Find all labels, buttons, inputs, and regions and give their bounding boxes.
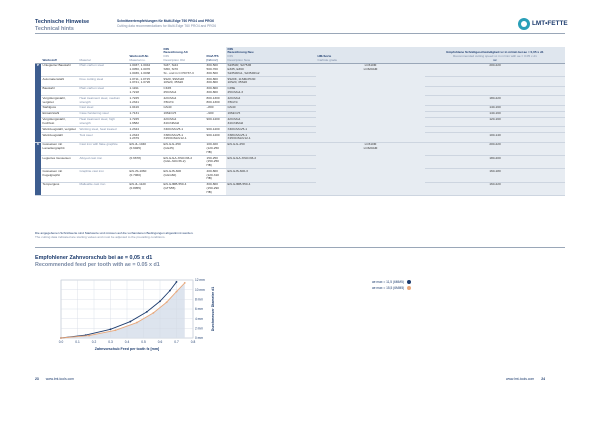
table-header-row [35, 47, 565, 63]
cell-rm: 800-1300 800-1300 [205, 96, 226, 106]
cell-werkstoff: Unlegierter Baustahl [41, 63, 78, 76]
series-point-1 [129, 321, 131, 323]
header-grade: HM-Sorte Carbide grade [316, 47, 425, 63]
logo-mark-icon [518, 18, 530, 30]
cell-material: Malleable cast iron [78, 182, 128, 195]
series-point-2 [88, 335, 90, 337]
cell-material-no: 1.7225 1.6582 [128, 117, 162, 127]
cell-werkstoff: Werkzeugstahl, vergütet [41, 127, 78, 133]
header-werkstoff: Werkstoff [41, 47, 78, 63]
page-title-de: Technische Hinweise [35, 19, 90, 25]
cell-werkstoff: Legiertes Gusseisen [41, 156, 78, 169]
page-heading [35, 19, 89, 32]
cell-din-old: CK45 25CrMo4 [162, 86, 205, 96]
cell-spacer [267, 63, 316, 76]
cell-werkstoff: Baustahl [41, 86, 78, 96]
cell-material-no: 1.2344 [128, 127, 162, 133]
cell-din-new: EN-GJLA-XNiCr36-2 [226, 156, 267, 169]
cell-rm: 150-250 (150-250 HB) [205, 156, 226, 169]
cell-cutting-speed: 160-180 [425, 169, 565, 182]
cell-din-new: X40CrMoV5-1 [226, 127, 267, 133]
company-logo [518, 18, 566, 30]
cell-rm: 900-1400 [205, 117, 226, 127]
cell-rm: 300-800 (150-290 HB) [205, 182, 226, 195]
cell-cutting-speed: 180-200 [425, 156, 565, 169]
cell-din-new: C45E 25CrMo4-3 [226, 86, 267, 96]
series-point-2 [176, 291, 178, 293]
cell-spacer [267, 142, 316, 155]
x-tick-label: 0.8 [190, 340, 196, 344]
footer-left [35, 377, 74, 381]
logo-text: LMT•FETTE [532, 20, 568, 27]
cell-material-no: 1.1191 1.7218 [128, 86, 162, 96]
cell-material: Heat treatment steel, high strength [78, 117, 128, 127]
legend-item [372, 285, 411, 291]
header-rm: Rm/UTS [N/mm²] [205, 47, 226, 63]
cell-werkstoff: Gusseisen mit Lamellengraphit [41, 142, 78, 155]
cell-din-old: EN-GJS-600 (GGG60) [162, 169, 205, 182]
header-material: Material [78, 47, 128, 63]
x-tick-label: 0.7 [174, 340, 179, 344]
series-point-1 [176, 281, 178, 283]
cell-material: Graphite cast iron [78, 169, 128, 182]
x-tick-label: 0.6 [157, 340, 163, 344]
cell-rm: ~800 [205, 105, 226, 111]
cell-cutting-speed: 200-220 [425, 142, 565, 155]
cell-rm: 400-800 (120-310 HB) [205, 169, 226, 182]
cell-din-new: 9S20K, 11SMnPb30 10S20, 35S20 [226, 77, 267, 87]
x-tick-label: 0.5 [141, 340, 146, 344]
table-notes [35, 231, 193, 239]
cutting-data-table [35, 47, 565, 196]
cell-cutting-speed [425, 86, 565, 96]
header-spacer [267, 47, 316, 63]
y-tick-label: 12 mm [195, 278, 205, 283]
footer-right [506, 377, 545, 381]
series-point-2 [184, 282, 186, 284]
cell-grade [316, 63, 425, 142]
table-row [35, 63, 565, 76]
cell-material: Working steel, heat treated [78, 127, 128, 133]
cell-spacer [267, 182, 316, 195]
footer-url-left[interactable]: www.lmt-tools.com [45, 377, 74, 381]
cell-material-no: 1.0037, 1.0044 1.0050, 1.0070 1.0036, 1.0038 [128, 63, 162, 76]
cell-werkstoff: Gusseisen mit Kugelgraphit [41, 169, 78, 182]
x-tick-label: 0.1 [75, 340, 80, 344]
table-row [35, 169, 565, 182]
cell-din-old: 42CrMo4 X5CrNi [162, 96, 205, 106]
cell-werkstoff: Vergütungsstahl, vergütet [41, 96, 78, 106]
note-de: Die angegebenen Schnittwerte sind Startwerte und müssen auf die vorhandenen Bedingungen abgestimmt werden. [35, 231, 194, 235]
page-number-left: 23 [35, 377, 39, 381]
x-tick-label: 0.4 [124, 340, 130, 344]
cell-material-no: 1.2343 1.2379 [128, 133, 162, 143]
cell-din-new: X38CrMoV5-1 X153CrMoV12-1 [226, 133, 267, 143]
cell-werkstoff: Automatenstahl [41, 77, 78, 87]
cell-cutting-speed: 160-220 [425, 182, 565, 195]
material-group-letter: P [35, 63, 41, 142]
y-tick-label: 8 mm [195, 297, 203, 302]
page-subheading [117, 19, 216, 28]
table-row [35, 182, 565, 195]
table-body-k [35, 142, 565, 195]
cell-din-new: 42CrMo4 34CrNiMo6 [226, 117, 267, 127]
cell-din-new: GS40 [226, 105, 267, 111]
grade-sub: LC620AM [363, 67, 378, 72]
cell-material: Alloyed cast iron [78, 156, 128, 169]
series-point-1 [169, 290, 171, 292]
cell-spacer [267, 169, 316, 182]
cell-din-old: X38CrMoV5-1 X153CrMoV12-1 [162, 133, 205, 143]
x-axis-label: Zahnvorschub Feed per tooth fz [mm] [94, 347, 160, 351]
x-tick-label: 0.3 [108, 340, 113, 344]
legend-label: ae max = 11,5 (6MM5) [372, 280, 404, 284]
series-point-2 [115, 329, 117, 331]
cell-din-new: S235JR, S275JR E335, E360 S235JRG1, S235JRG2 [226, 63, 267, 76]
cell-rm: ~900 [205, 111, 226, 117]
cell-din-old: X40CrMoV5-1 [162, 127, 205, 133]
series-point-2 [60, 337, 62, 339]
x-tick-label: 0.0 [58, 340, 64, 344]
table-row [35, 142, 565, 155]
cell-material-no: 1.7131 [128, 111, 162, 117]
series-point-2 [136, 322, 138, 324]
cell-din-new: 42CrMo4 X5CrNi [226, 96, 267, 106]
cell-cutting-speed: 120-160 [425, 117, 565, 127]
header-rule [35, 33, 565, 34]
cell-rm: 300-800 300-800 [205, 86, 226, 96]
cell-rm: 300-500 500-700 300-500 [205, 63, 226, 76]
cell-cutting-speed: 140-160 [425, 105, 565, 111]
cell-din-old: 9S20, 9SMn28 10S20, 35S20 [162, 77, 205, 87]
cell-material: Cast iron with flake graphite [78, 142, 128, 155]
table-row [35, 77, 565, 87]
cell-material: Cast steel [78, 105, 128, 111]
cell-din-new: EN-GJL-250 [226, 142, 267, 155]
cell-cutting-speed: 200-220 [425, 63, 565, 76]
cell-spacer [267, 133, 316, 143]
grade-main: LC610M [364, 142, 377, 147]
header-din-old: DIN Bezeichnung Alt DIN Description Old [162, 47, 205, 63]
cell-material-no: EN-JL-1040 (0.6025) [128, 142, 162, 155]
y-tick-label: 0 mm [195, 336, 203, 341]
cell-material: Case hardening steel [78, 111, 128, 117]
chart-heading [35, 255, 160, 268]
cell-material: Tool steel [78, 133, 128, 143]
cell-werkstoff: Vergütungsstahl, hochfest [41, 117, 78, 127]
y-tick-label: 2 mm [195, 326, 203, 331]
cell-din-old: EN-GJL-250 (GG25) [162, 142, 205, 155]
grade-sub: LC620AM [363, 146, 378, 151]
subtitle-en: Cutting data recommendations for Multi-Edge T60 PRO4 and PRO6 [117, 24, 217, 28]
cell-material-no: (0.6678) [128, 156, 162, 169]
table-row [35, 133, 565, 143]
cell-rm: 300-800 300-800 [205, 77, 226, 87]
subtitle-de: Schnittwertempfehlungen für Multi-Edge T60 PRO4 und PRO6 [117, 19, 214, 23]
header-material-no: Werkstoff-Nr. Material no. [128, 47, 162, 63]
legend-swatch-icon [407, 286, 411, 290]
cell-din-old: 42CrMo4 34CrNiMo6 [162, 117, 205, 127]
footer-url-right[interactable]: www.lmt-tools.com [506, 377, 535, 381]
series-point-2 [153, 312, 155, 314]
feed-per-tooth-chart [35, 274, 345, 358]
cell-werkstoff: Stahlguss [41, 105, 78, 111]
cell-din-new: EN-GJS-600-3 [226, 169, 267, 182]
cell-rm: 900-1400 [205, 133, 226, 143]
series-point-1 [159, 300, 161, 302]
cell-din-new: 16MnCr5 [226, 111, 267, 117]
chart-legend [372, 279, 411, 291]
cell-din-old: GS40 [162, 105, 205, 111]
cell-werkstoff: Einsatzstahl [41, 111, 78, 117]
cell-werkstoff: Werkzeugstahl [41, 133, 78, 143]
cell-rm: 100-400 (120-250 HB) [205, 142, 226, 155]
cell-cutting-speed [425, 77, 565, 87]
page-number-right: 24 [541, 377, 545, 381]
chart-subtitle: Recommended feed per tooth with ae = 0.05 x d1 [35, 262, 160, 268]
legend-label: ae max = 15,5 (6MM5) [372, 286, 405, 290]
series-point-1 [146, 311, 148, 313]
header-din-new: DIN Bezeichnung Neu DIN Description New [226, 47, 267, 63]
cell-material-no: 1.0711, 1.0715 1.0721, 1.0726 [128, 77, 162, 87]
table-row [35, 156, 565, 169]
cell-grade [316, 142, 425, 195]
series-point-2 [166, 301, 168, 303]
cell-din-new: EN-GJMB-550-4 [226, 182, 267, 195]
cell-cutting-speed: 180-220 [425, 96, 565, 106]
cell-din-old: St37, St44 St50, St70 St - und in C PD737-3 [162, 63, 205, 76]
cell-cutting-speed: 140-160 [425, 111, 565, 117]
cell-spacer [267, 96, 316, 106]
cell-material-no: EN-JL-1120 (0.8055) [128, 182, 162, 195]
y-tick-label: 10 mm [195, 287, 205, 292]
header-cutting-speed: Empfohlene Schnittgeschwindigkeit vc in m/min bei ae = 0,05 x d1 Recommended cutting speed vc in m/min with ae = 0.05 x d1 vc [425, 47, 565, 63]
cell-material-no: 1.0416 [128, 105, 162, 111]
cell-rm: 900-1400 [205, 127, 226, 133]
material-group-letter: K [35, 142, 41, 195]
section-rule [35, 247, 565, 248]
cell-spacer [267, 117, 316, 127]
y-tick-label: 4 mm [195, 316, 203, 321]
table-row [35, 86, 565, 96]
note-en: The cutting data indicated are starting values and must be adjusted to the prevailing conditions. [35, 235, 166, 239]
cell-din-old: EN-GJLA-XNiCr36-2 (GGL-NiCr36-2) [162, 156, 205, 169]
chart-title: Empfohlener Zahnvorschub bei ae = 0,05 x d1 [35, 255, 153, 261]
table-row [35, 117, 565, 127]
cell-material: Plain carbon steel [78, 63, 128, 76]
grade-main: LC610M [364, 63, 377, 68]
cell-material: Plain carbon steel [78, 86, 128, 96]
cell-spacer [267, 156, 316, 169]
cell-werkstoff: Temperguss [41, 182, 78, 195]
cell-material-no: 1.7225 1.2341 [128, 96, 162, 106]
y-axis-label: Durchmesser Diameter d1 [211, 286, 215, 332]
cell-spacer [267, 77, 316, 87]
x-tick-label: 0.2 [91, 340, 97, 344]
cell-din-old: 16MnCr5 [162, 111, 205, 117]
table-row [35, 96, 565, 106]
page-title-en: Technical hints [35, 26, 74, 32]
y-tick-label: 6 mm [195, 307, 203, 312]
table-body-p [35, 63, 565, 142]
cell-cutting-speed: 100-140 [425, 133, 565, 143]
cell-material: Heat treatment steel, medium strength [78, 96, 128, 106]
cell-material: Free cutting steel [78, 77, 128, 87]
cell-spacer [267, 86, 316, 96]
cell-din-old: EN-GJMB-550-4 (GTS55) [162, 182, 205, 195]
cell-material-no: EN-JS-1060 (0.7060) [128, 169, 162, 182]
legend-swatch-icon [407, 280, 411, 284]
series-point-1 [110, 328, 112, 330]
